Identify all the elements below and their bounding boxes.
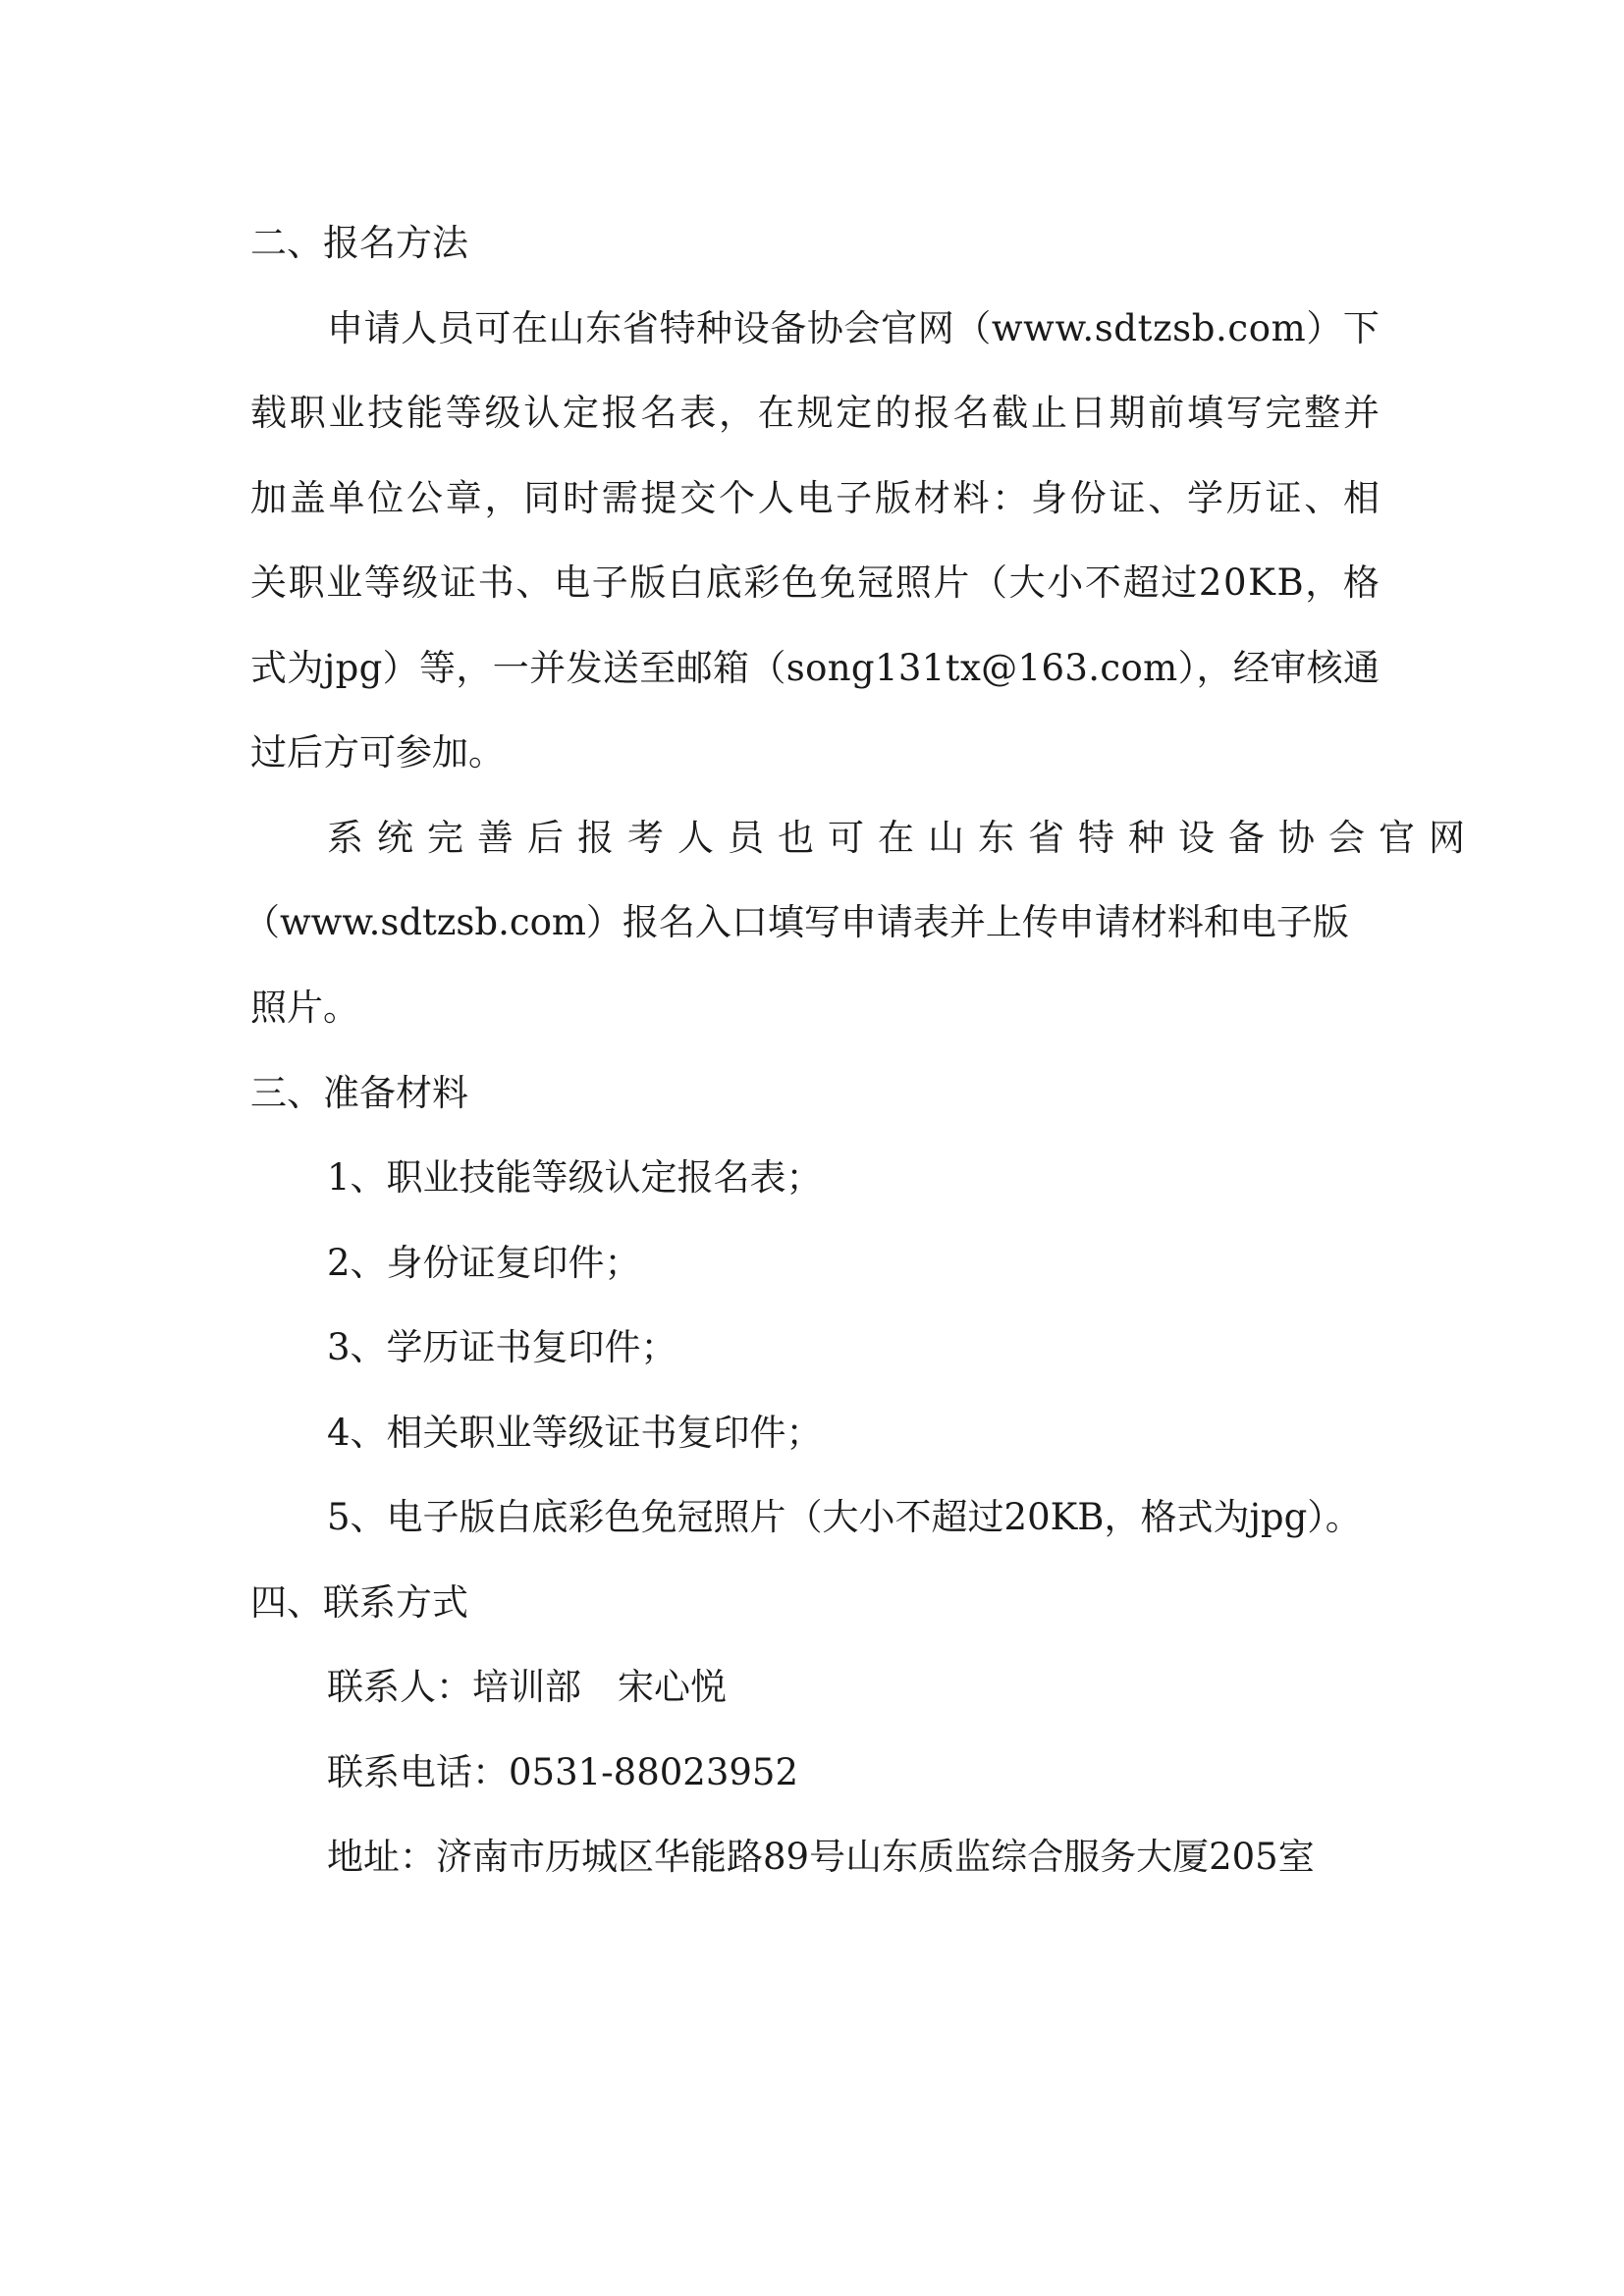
- contact-address: 地址：济南市历城区华能路89号山东质监综合服务大厦205室: [327, 1836, 1315, 1878]
- materials-list-item: 5、电子版白底彩色免冠照片（大小不超过20KB，格式为jpg）。: [327, 1496, 1362, 1538]
- contact-phone: 联系电话：0531-88023952: [327, 1751, 798, 1793]
- registration-paragraph-line: 过后方可参加。: [250, 731, 505, 774]
- registration-paragraph-line: 载职业技能等级认定报名表，在规定的报名截止日期前填写完整并: [250, 392, 1382, 434]
- registration-paragraph-line: 加盖单位公章，同时需提交个人电子版材料：身份证、学历证、相: [250, 477, 1382, 519]
- section-heading-contact: 四、联系方式: [250, 1581, 468, 1624]
- online-registration-paragraph-line: （www.sdtzsb.com）报名入口填写申请表并上传申请材料和电子版: [244, 901, 1349, 943]
- registration-paragraph-line: 式为jpg）等，一并发送至邮箱（song131tx@163.com），经审核通: [250, 647, 1380, 689]
- materials-list-item: 4、相关职业等级证书复印件；: [327, 1412, 823, 1454]
- registration-paragraph-line: 关职业等级证书、电子版白底彩色免冠照片（大小不超过20KB，格: [250, 561, 1381, 604]
- materials-list-item: 3、学历证书复印件；: [327, 1326, 677, 1368]
- materials-list-item: 1、职业技能等级认定报名表；: [327, 1156, 823, 1199]
- online-registration-paragraph-line: 系统完善后报考人员也可在山东省特种设备协会官网: [327, 817, 1479, 859]
- registration-paragraph-line: 申请人员可在山东省特种设备协会官网（www.sdtzsb.com）下: [327, 307, 1380, 349]
- contact-person: 联系人：培训部 宋心悦: [327, 1666, 727, 1708]
- materials-list-item: 2、身份证复印件；: [327, 1242, 641, 1284]
- online-registration-paragraph-line: 照片。: [250, 987, 359, 1029]
- section-heading-registration: 二、报名方法: [250, 222, 468, 264]
- section-heading-materials: 三、准备材料: [250, 1072, 468, 1114]
